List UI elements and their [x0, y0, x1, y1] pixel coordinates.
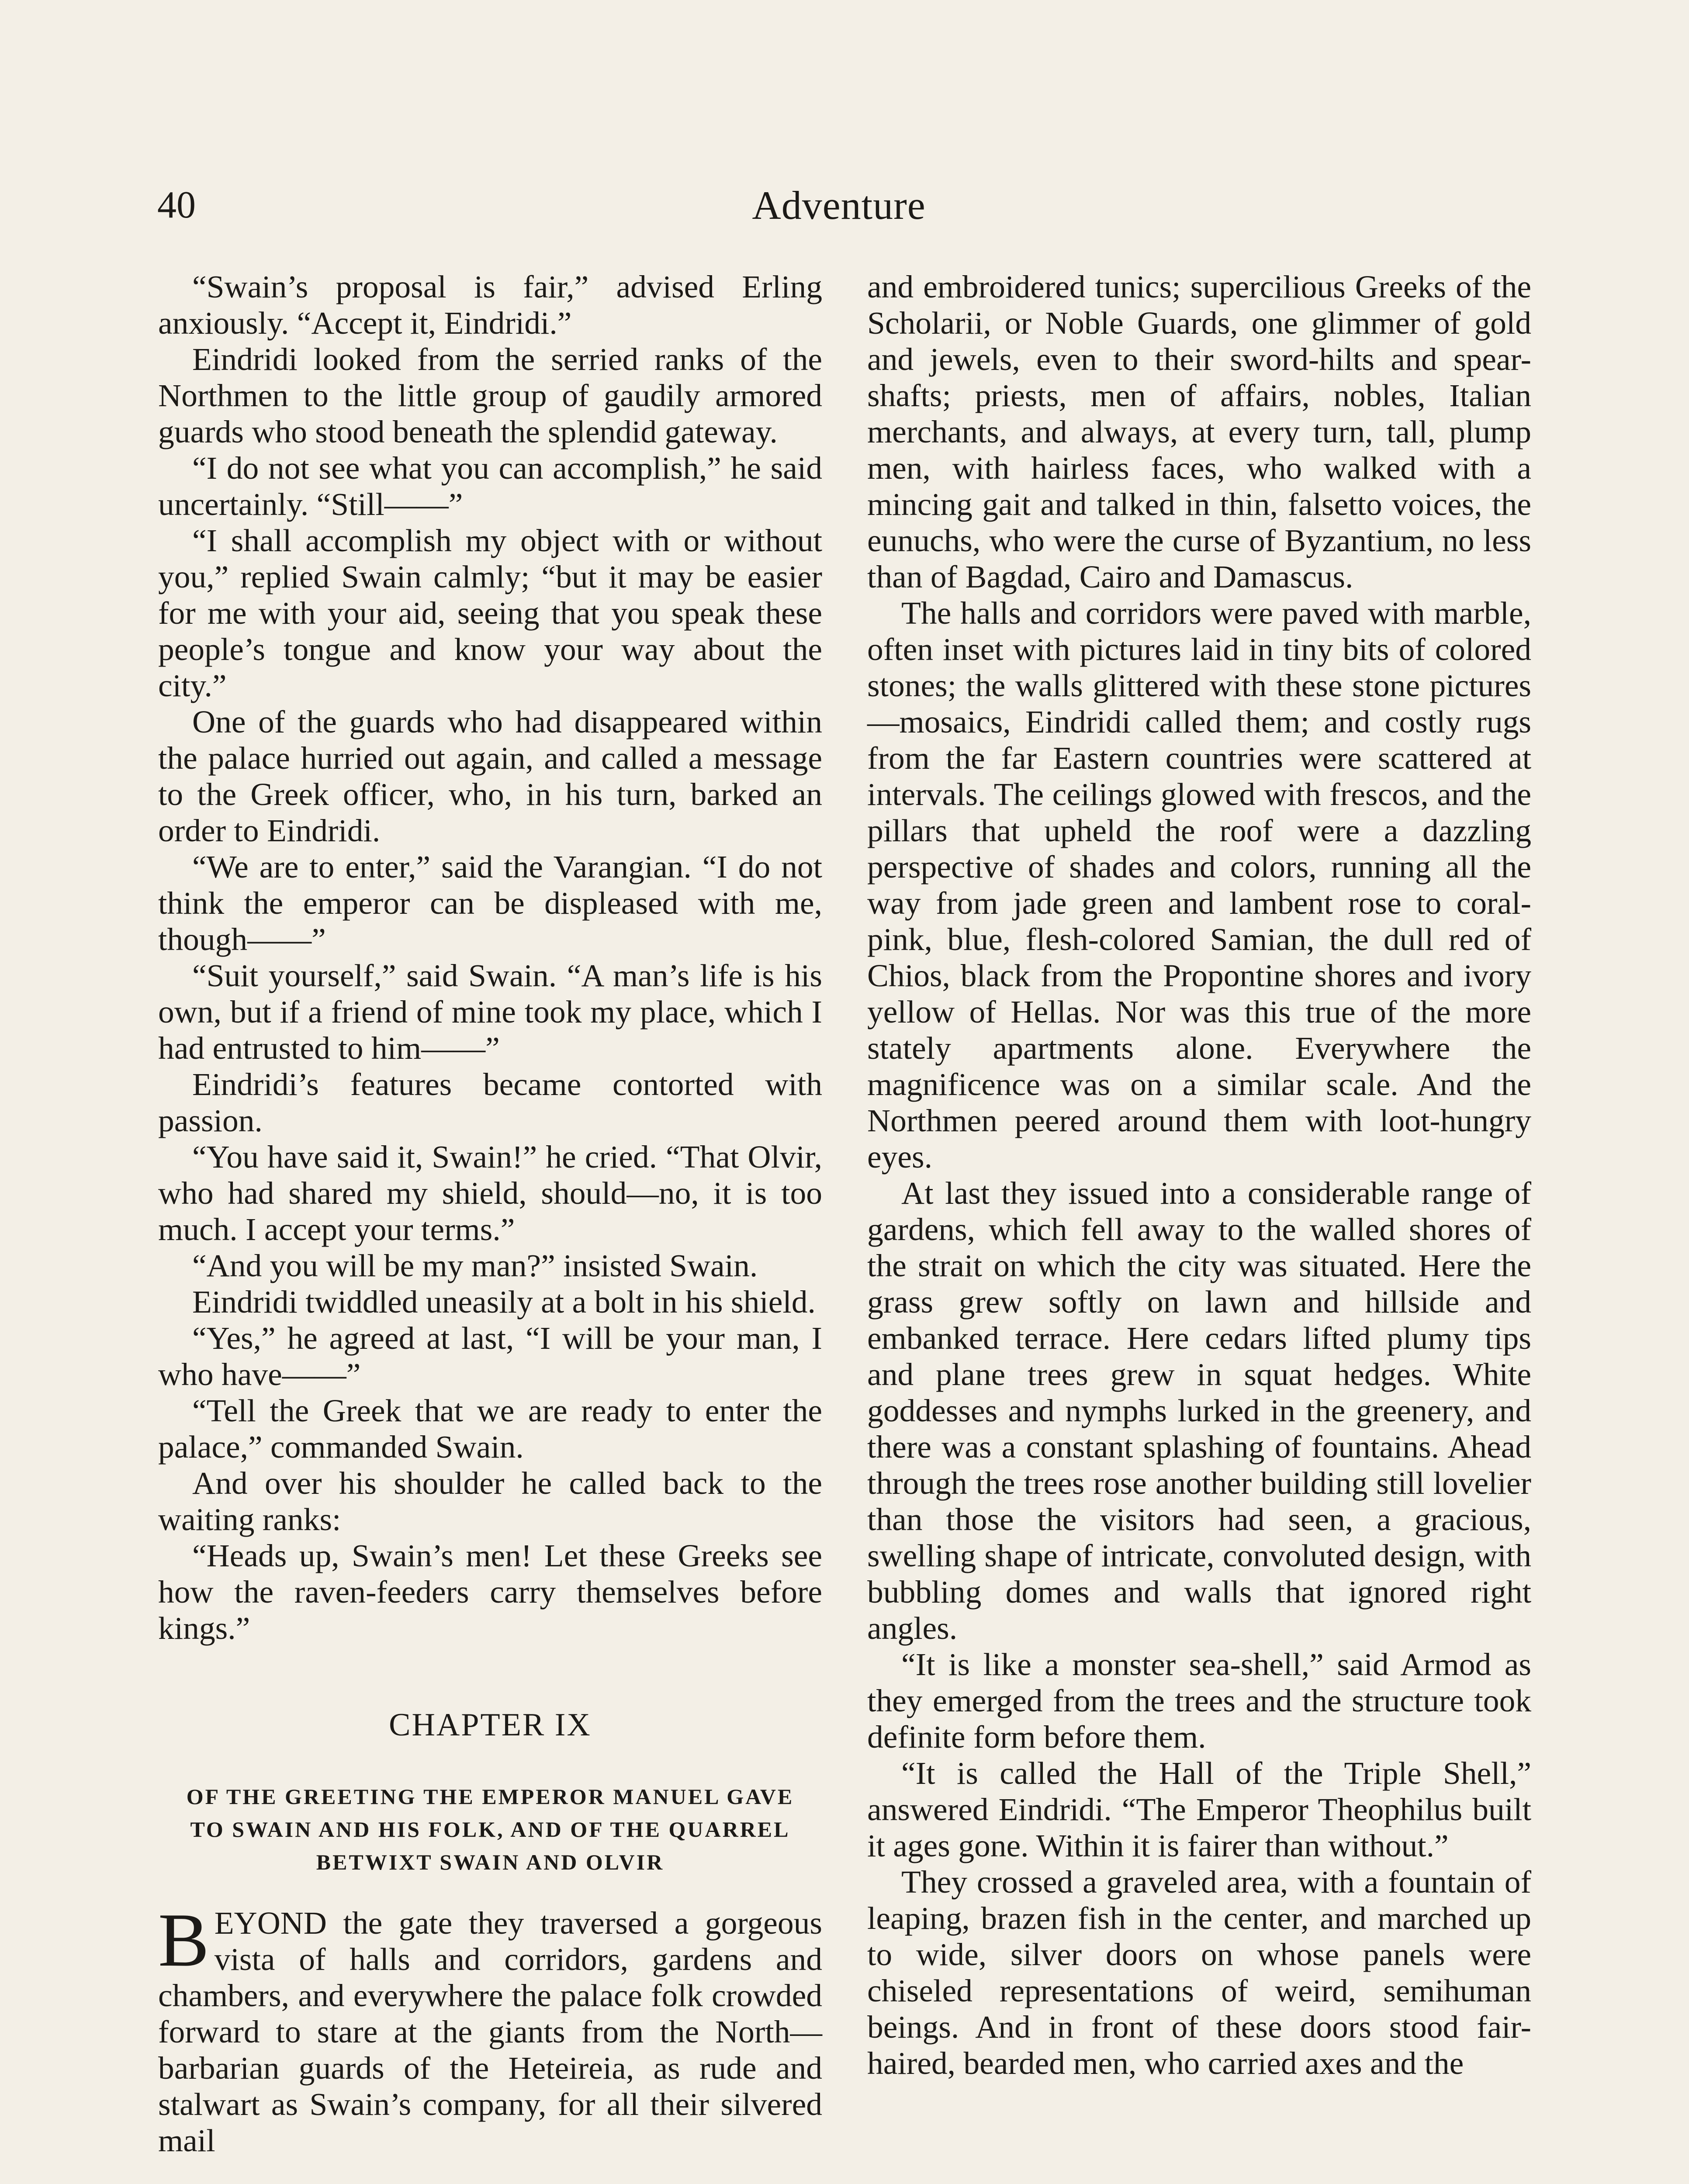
paragraph: Eindridi twiddled uneasily at a bolt in his shield.: [192, 1284, 816, 1320]
paragraph: Eindridi’s features became contorted with passion.: [158, 1067, 822, 1138]
paragraph: “Heads up, Swain’s men! Let these Greeks see how the raven-feeders carry themselves before kings.”: [158, 1538, 822, 1646]
chapter-opening-paragraph: [158, 1897, 822, 2159]
right-column: [867, 269, 1531, 2081]
chapter-opening-text: EYOND the gate they traversed a gorgeous vista of halls and corridors, gardens and chambers, and everywhere the palace folk crowded forward to stare at the giants from the North—barbarian guards of the Heteireia, as rude and stalwart as Swain’s company, for all their silvered mail: [158, 1905, 822, 2158]
paragraph: The halls and corridors were paved with marble, often inset with pictures laid in tiny bits of colored stones; the walls glittered with these stone pictures—mosaics, Eindridi called them; and costly rugs from the far Eastern countries were scattered at intervals. The ceilings glowed with frescos, and the pillars that upheld the roof were a dazzling perspective of shades and colors, running all the way from jade green and lambent rose to coral-pink, blue, flesh-colored Samian, the dull red of Chios, black from the Propontine shores and ivory yellow of Hellas. Nor was this true of the more stately apartments alone. Everywhere the magnificence was on a similar scale. And the Northmen peered around them with loot-hungry eyes.: [867, 595, 1531, 1175]
page-header: [157, 175, 1520, 236]
paragraph: “And you will be my man?” insisted Swain.: [192, 1248, 758, 1283]
paragraph: “I do not see what you can accomplish,” he said uncertainly. “Still——”: [158, 450, 822, 522]
paragraph: And over his shoulder he called back to the waiting ranks:: [158, 1465, 822, 1537]
paragraph: “Tell the Greek that we are ready to enter the palace,” commanded Swain.: [158, 1393, 822, 1465]
paragraph: “We are to enter,” said the Varangian. “I do not think the emperor can be displeased with me, though——”: [158, 849, 822, 957]
paragraph: “It is like a monster sea-shell,” said Armod as they emerged from the trees and the structure took definite form before them.: [867, 1647, 1531, 1755]
chapter-title: CHAPTER IX: [389, 1707, 592, 1743]
paragraph: “I shall accomplish my object with or without you,” replied Swain calmly; “but it may be easier for me with your aid, seeing that you speak these people’s tongue and know your way about the city.”: [158, 523, 822, 703]
chapter-subtitle: OF THE GREETING THE EMPEROR MANUEL GAVE TO SWAIN AND HIS FOLK, AND OF THE QUARREL BETWIXT SWAIN AND OLVIR: [186, 1784, 794, 1874]
paragraph: “You have said it, Swain!” he cried. “That Olvir, who had shared my shield, should—no, it is too much. I accept your terms.”: [158, 1139, 822, 1247]
paragraph: “Swain’s proposal is fair,” advised Erling anxiously. “Accept it, Eindridi.”: [158, 269, 822, 341]
left-column: [158, 269, 822, 2159]
page-number: 40: [157, 184, 196, 226]
paragraph: At last they issued into a considerable range of gardens, which fell away to the walled shores of the strait on which the city was situated. Here the grass grew softly on lawn and hillside and embanked terrace. Here cedars lifted plumy tips and plane trees grew in squat hedges. White goddesses and nymphs lurked in the greenery, and there was a constant splashing of fountains. Ahead through the trees rose another building still lovelier than those the visitors had seen, a gracious, swelling shape of intricate, convoluted design, with bubbling domes and walls that ignored right angles.: [867, 1175, 1531, 1646]
paragraph: and embroidered tunics; supercilious Greeks of the Scholarii, or Noble Guards, one glimmer of gold and jewels, even to their sword-hilts and spear-shafts; priests, men of affairs, nobles, Italian merchants, and always, at every turn, tall, plump men, with hairless faces, who walked with a mincing gait and talked in thin, falsetto voices, the eunuchs, who were the curse of Byzantium, no less than of Bagdad, Cairo and Damascus.: [867, 269, 1531, 594]
paragraph: They crossed a graveled area, with a fountain of leaping, brazen fish in the center, and marched up to wide, silver doors on whose panels were chiseled representations of weird, semihuman beings. And in front of these doors stood fair-haired, bearded men, who carried axes and the: [867, 1864, 1531, 2081]
running-title: Adventure: [752, 183, 926, 228]
paragraph: One of the guards who had disappeared within the palace hurried out again, and called a message to the Greek officer, who, in his turn, barked an order to Eindridi.: [158, 704, 822, 848]
drop-cap: B: [158, 1897, 209, 1982]
paragraph: “It is called the Hall of the Triple Shell,” answered Eindridi. “The Emperor Theophilus built it ages gone. Within it is fairer than without.”: [867, 1755, 1531, 1863]
paragraph: “Yes,” he agreed at last, “I will be your man, I who have——”: [158, 1320, 822, 1392]
paragraph: Eindridi looked from the serried ranks of the Northmen to the little group of gaudily armored guards who stood beneath the splendid gateway.: [158, 342, 822, 449]
paragraph: “Suit yourself,” said Swain. “A man’s life is his own, but if a friend of mine took my place, which I had entrusted to him——”: [158, 958, 822, 1066]
